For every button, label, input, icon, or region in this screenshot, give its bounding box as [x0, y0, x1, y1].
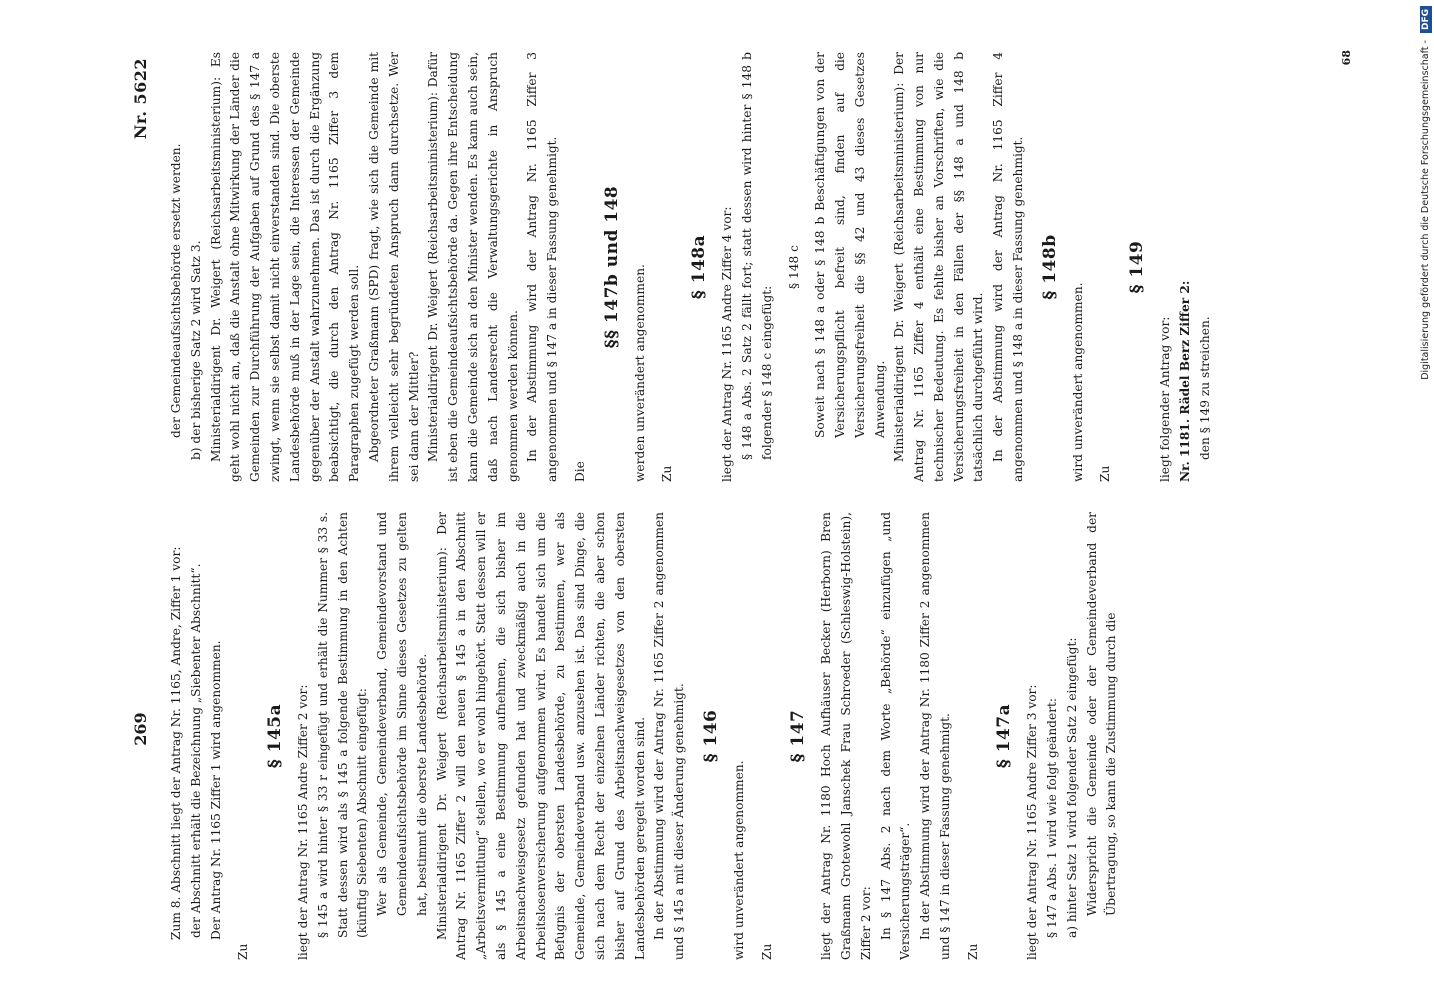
left-column	[167, 512, 1377, 960]
section-heading: § 147	[788, 709, 809, 763]
footer-number: 68	[1340, 50, 1354, 66]
paragraph: § 145 a wird hinter § 33 r eingefügt und erhält die Nummer § 33 s. Statt dessen wird als § 145 a folgende Bestimmung in den Achten (künftig Siebenten) Abschnitt eingefügt:	[315, 512, 370, 938]
paragraph: werden unverändert angenommen.	[632, 264, 647, 482]
paragraph: Wer als Gemeinde, Gemeindeverband, Gemeindevorstand und Gemeindeaufsichtsbehörde im Sinne dieses Gesetzes zu gelten hat, bestimmt die oberste Landesbehörde.	[375, 512, 429, 916]
paragraph: In der Abstimmung wird der Antrag Nr. 1165 Ziffer 2 angenommen und § 145 a mit dieser Änderung genehmigt.	[652, 512, 687, 960]
paragraph: In § 147 Abs. 2 nach dem Worte „Behörde“ einzufügen „und Versicherungsträger“.	[878, 512, 913, 960]
credit-text: Digitalisierung gefördert durch die Deutsche Forschungsgemeinschaft -	[1420, 40, 1431, 380]
right-column	[167, 52, 1377, 482]
section-heading: § 148b	[1039, 234, 1060, 300]
paragraph: Soweit nach § 148 a oder § 148 b Beschäftigungen von der Versicherungspflicht befreit sind, finden auf die Versicherungsfreiheit die §§ 42 und 43 dieses Gesetzes Anwendung.	[813, 52, 887, 438]
page-number: 269	[131, 712, 150, 746]
paragraph: Widerspricht die Gemeinde oder der Gemeindeverband der Übertragung, so kann die Zustimmung durch die	[1084, 512, 1119, 916]
paragraph: a) hinter Satz 1 wird folgender Satz 2 eingefügt:	[1064, 637, 1079, 938]
paragraph: In der Abstimmung wird der Antrag Nr. 1165 Ziffer 3 angenommen und § 147 a in dieser Fassung genehmigt.	[525, 52, 560, 482]
paragraph: Ministerialdirigent Dr. Weigert (Reichsarbeitsministerium): Dafür ist eben die Gemeindeaufsichtsbehörde da. Gegen ihre Entscheidung kann die Gemeinde sich an den Minister wenden. Es kann auch sein, daß nach Landesrecht die Verwaltungsgerichte in Anspruch genommen werden können.	[426, 52, 520, 482]
digitization-credit	[1418, 6, 1434, 996]
document-page	[127, 40, 1387, 960]
section-heading: §§ 147b und 148	[601, 185, 622, 349]
section-heading: § 145a	[265, 703, 286, 769]
paragraph: liegt der Antrag Nr. 1165 Andre Ziffer 4 vor:	[719, 206, 734, 482]
dfg-logo: DFG	[1420, 6, 1432, 33]
subsection-label: § 148 c	[787, 245, 802, 289]
paragraph: Zum 8. Abschnitt liegt der Antrag Nr. 1165, Andre, Ziffer 1 vor:	[169, 546, 183, 940]
paragraph: liegt der Antrag Nr. 1165 Andre Ziffer 2 vor:	[295, 684, 310, 960]
paragraph: wird unverändert angenommen.	[1070, 282, 1085, 482]
motion-reference: Nr. 1181. Rädel Berz Ziffer 2:	[1177, 280, 1192, 482]
paragraph: Abgeordneter Graßmann (SPD) fragt, wie sich die Gemeinde mit ihrem vielleicht sehr begründeten Anspruch dann durchsetze. Wer sei dann der Mittler?	[366, 52, 421, 482]
paragraph: der Abschnitt erhält die Bezeichnung „Siebenter Abschnitt“.	[188, 563, 203, 938]
paragraph: b) der bisherige Satz 2 wird Satz 3.	[188, 240, 203, 460]
paragraph: Ministerialdirigent Dr. Weigert (Reichsarbeitsministerium): Der Antrag Nr. 1165 Ziffer 4 enthält eine Bestimmung von nur technischer Bedeutung. Es fehlte bisher an Vorschriften, wie die Versicherungsfreiheit in den Fällen der §§ 148 a und 148 b tatsächlich durchgeführt wird.	[892, 52, 986, 482]
paragraph: In der Abstimmung wird der Antrag Nr. 1165 Ziffer 4 angenommen und § 148 a in dieser Fassung genehmigt.	[991, 52, 1026, 482]
section-heading: § 149	[1127, 240, 1148, 294]
paragraph: liegt der Antrag Nr. 1165 Andre Ziffer 3 vor:	[1025, 684, 1040, 960]
section-heading: § 147a	[994, 703, 1015, 769]
paragraph: wird unverändert angenommen.	[731, 760, 746, 960]
paragraph: § 147 a Abs. 1 wird wie folgt geändert:	[1045, 697, 1060, 938]
zu-label: Zu	[759, 943, 774, 960]
paragraph: § 148 a Abs. 2 Satz 2 fällt fort; statt dessen wird hinter § 148 b folgender § 148 c eingefügt:	[739, 52, 774, 460]
paragraph: In der Abstimmung wird der Antrag Nr. 1180 Ziffer 2 angenommen und § 147 in dieser Fassung genehmigt.	[918, 512, 952, 960]
zu-label: Zu	[965, 943, 980, 960]
zu-label: Zu	[1098, 465, 1113, 482]
document-number: Nr. 5622	[131, 58, 150, 140]
paragraph: der Gemeindeaufsichtsbehörde ersetzt werden.	[169, 143, 183, 438]
zu-label: Zu	[660, 465, 675, 482]
die-label: Die	[572, 461, 587, 482]
section-heading: § 148a	[689, 234, 710, 300]
paragraph: liegt folgender Antrag vor:	[1158, 316, 1173, 482]
zu-label: Zu	[236, 943, 251, 960]
paragraph: den § 149 zu streichen.	[1197, 316, 1212, 460]
paragraph: liegt der Antrag Nr. 1180 Hoch Aufhäuser Becker (Herborn) Bren Graßmann Grotewohl Janschek Frau Schroeder (Schleswig-Holstein), Ziffer 2 vor:	[819, 512, 873, 960]
paragraph: Ministerialdirigent Dr. Weigert (Reichsarbeitsministerium): Der Antrag Nr. 1165 Ziffer 2 will den neuen § 145 a in den Abschnitt „Arbeitsvermittlung“ stellen, wo er wohl hingehört. Statt dessen will er als § 145 a eine Bestimmung aufnehmen, die sich bisher im Arbeitsnachweisgesetz gefunden hat und zweckmäßig auch in die Arbeitslosenversicherung aufgenommen wird. Es handelt sich um die Befugnis der obersten Landesbehörde, zu bestimmen, wer als Gemeinde, Gemeindeverband usw. anzusehen ist. Das sind Dinge, die sich nach dem Recht der einzelnen Länder richten, die aber schon bisher auf Grund des Arbeitsnachweisgesetzes von den obersten Landesbehörden geregelt worden sind.	[434, 512, 647, 960]
paragraph: Ministerialdirigent Dr. Weigert (Reichsarbeitsministerium): Es geht wohl nicht an, daß die Anstalt ohne Mitwirkung der Länder die Gemeinden zur Durchführung der Aufgaben auf Grund des § 147 a zwingt, wenn sie selbst damit nicht einverstanden sind. Die oberste Landesbehörde muß in der Lage sein, die Interessen der Gemeinde gegenüber der Anstalt wahrzunehmen. Das ist durch die Ergänzung beabsichtigt, die durch den Antrag Nr. 1165 Ziffer 3 dem Paragraphen zugefügt werden soll.	[208, 52, 362, 482]
section-heading: § 146	[700, 709, 721, 763]
paragraph: Der Antrag Nr. 1165 Ziffer 1 wird angenommen.	[208, 640, 223, 940]
